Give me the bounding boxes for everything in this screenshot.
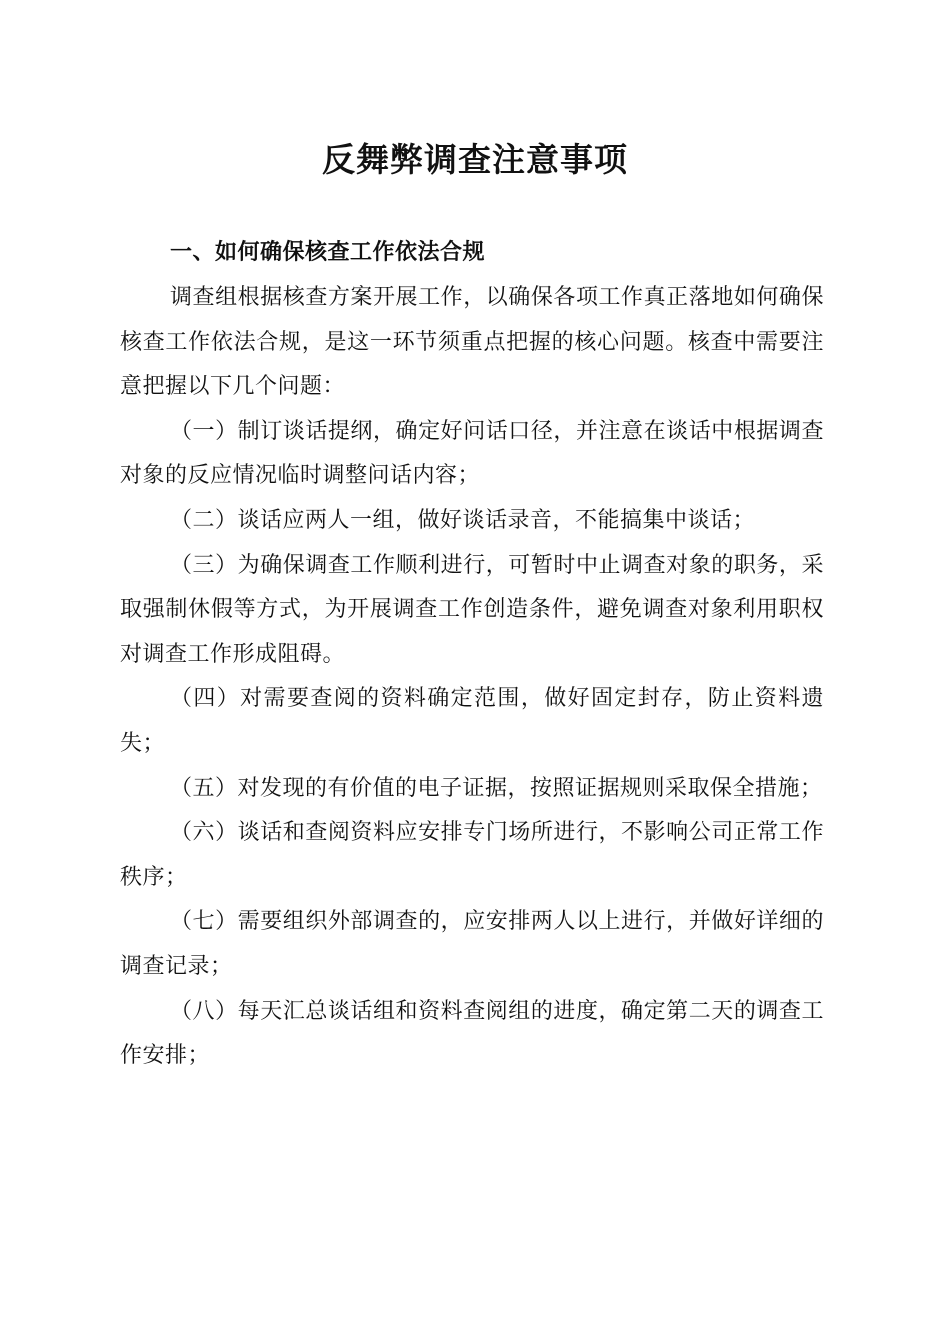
paragraph-intro: 调查组根据核查方案开展工作，以确保各项工作真正落地如何确保核查工作依法合规，是这一环节须重点把握的核心问题。核查中需要注意把握以下几个问题：: [120, 285, 824, 400]
paragraph-item-8: （八）每天汇总谈话组和资料查阅组的进度，确定第二天的调查工作安排；: [120, 998, 824, 1069]
document-title: 反舞弊调查注意事项: [322, 140, 628, 179]
paragraph-item-3: （三）为确保调查工作顺利进行，可暂时中止调查对象的职务，采取强制休假等方式，为开展调查工作创造条件，避免调查对象利用职权对调查工作形成阻碍。: [120, 552, 824, 667]
paragraph-item-7: （七）需要组织外部调查的，应安排两人以上进行，并做好详细的调查记录；: [120, 909, 824, 979]
paragraph-item-5: （五）对发现的有价值的电子证据，按照证据规则采取保全措施；: [170, 775, 823, 801]
paragraph-item-1: （一）制订谈话提纲，确定好问话口径，并注意在谈话中根据调查对象的反应情况临时调整问话内容；: [120, 418, 824, 489]
paragraph-item-6: （六）谈话和查阅资料应安排专门场所进行，不影响公司正常工作秩序；: [120, 820, 824, 890]
document-body: [120, 276, 824, 1079]
paragraph-item-2: （二）谈话应两人一组，做好谈话录音，不能搞集中谈话；: [170, 507, 756, 533]
section-heading: 一、如何确保核查工作依法合规: [170, 240, 486, 265]
paragraph-item-4: （四）对需要查阅的资料确定范围，做好固定封存，防止资料遗失；: [120, 686, 824, 756]
